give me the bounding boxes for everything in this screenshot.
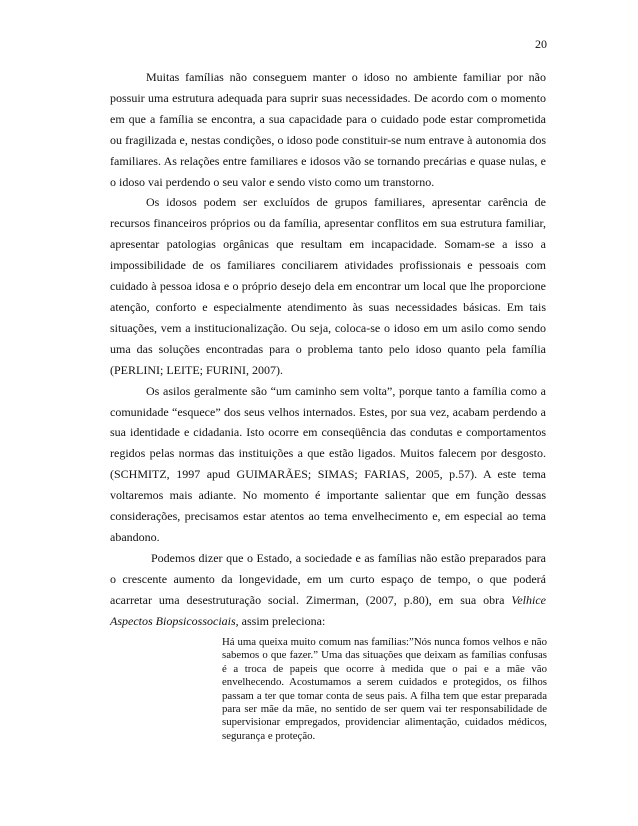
book-title: Velhice Aspectos Biopsicossociais bbox=[110, 592, 546, 628]
paragraph-2: Os idosos podem ser excluídos de grupos familiares, apresentar carência de recursos financeiros próprios ou da família, apresentar conflitos em sua estrutura familiar, apresentar patologias orgânicas que resultam em incapacidade. Somam-se a isso a impossibilidade de os familiares conciliarem atividades profissionais e pessoais com cuidado à pessoa idosa e o próprio desejo dela em encontrar um local que lhe proporcione atenção, conforto e especialmente atendimento às suas necessidades básicas. Em tais situações, vem a institucionalização. Ou seja, coloca-se o idoso em um asilo como sendo uma das soluções encontradas para o problema tanto pelo idoso quanto pela família (PERLINI; LEITE; FURINI, 2007). bbox=[110, 195, 546, 377]
page-number: 20 bbox=[535, 37, 547, 51]
paragraph-4 bbox=[110, 548, 546, 632]
body-text bbox=[110, 67, 546, 631]
paragraph-4-text-before: Podemos dizer que o Estado, a sociedade e as famílias não estão preparados para o crescente aumento da longevidade, em um curto espaço de tempo, o que poderá acarretar uma desestruturação social. Zimerman, (2007, p.80), em sua obra bbox=[110, 550, 546, 607]
paragraph-4-text-after: , assim preleciona: bbox=[235, 613, 326, 628]
paragraph-3: Os asilos geralmente são “um caminho sem volta”, porque tanto a família como a comunidade “esquece” dos seus velhos internados. Estes, por sua vez, acabam perdendo a sua identidade e cidadania. Isto ocorre em conseqüência das condutas e comportamentos regidos pelas normas das instituições a que estão ligados. Muitos falecem por desgosto. (SCHMITZ, 1997 apud GUIMARÃES; SIMAS; FARIAS, 2005, p.57). A este tema voltaremos mais adiante. No momento é importante salientar que em função dessas considerações, precisamos estar atentos ao tema envelhecimento e, em especial ao tema abandono. bbox=[110, 383, 546, 544]
paragraph-1: Muitas famílias não conseguem manter o idoso no ambiente familiar por não possuir uma estrutura adequada para suprir suas necessidades. De acordo com o momento em que a família se encontra, a sua capacidade para o cuidado pode estar comprometida ou fragilizada e, nestas condições, o idoso pode constituir-se num entrave à autonomia dos familiares. As relações entre familiares e idosos vão se tornando precárias e quase nulas, e o idoso vai perdendo o seu valor e sendo visto como um transtorno. bbox=[110, 70, 546, 189]
block-quote: Há uma queixa muito comum nas famílias:”Nós nunca fomos velhos e não sabemos o que fazer.” Uma das situações que deixam as famílias confusas é a troca de papeis que ocorre à medida que o pai e a mãe vão envelhecendo. Acostumamos a serem cuidados e protegidos, os filhos passam a ter que tomar conta de seus pais. A filha tem que estar preparada para ser mãe da mãe, no sentido de ser quem vai ter responsabilidade de supervisionar empregados, providenciar alimentação, cuidados médicos, segurança e proteção. bbox=[222, 636, 547, 742]
